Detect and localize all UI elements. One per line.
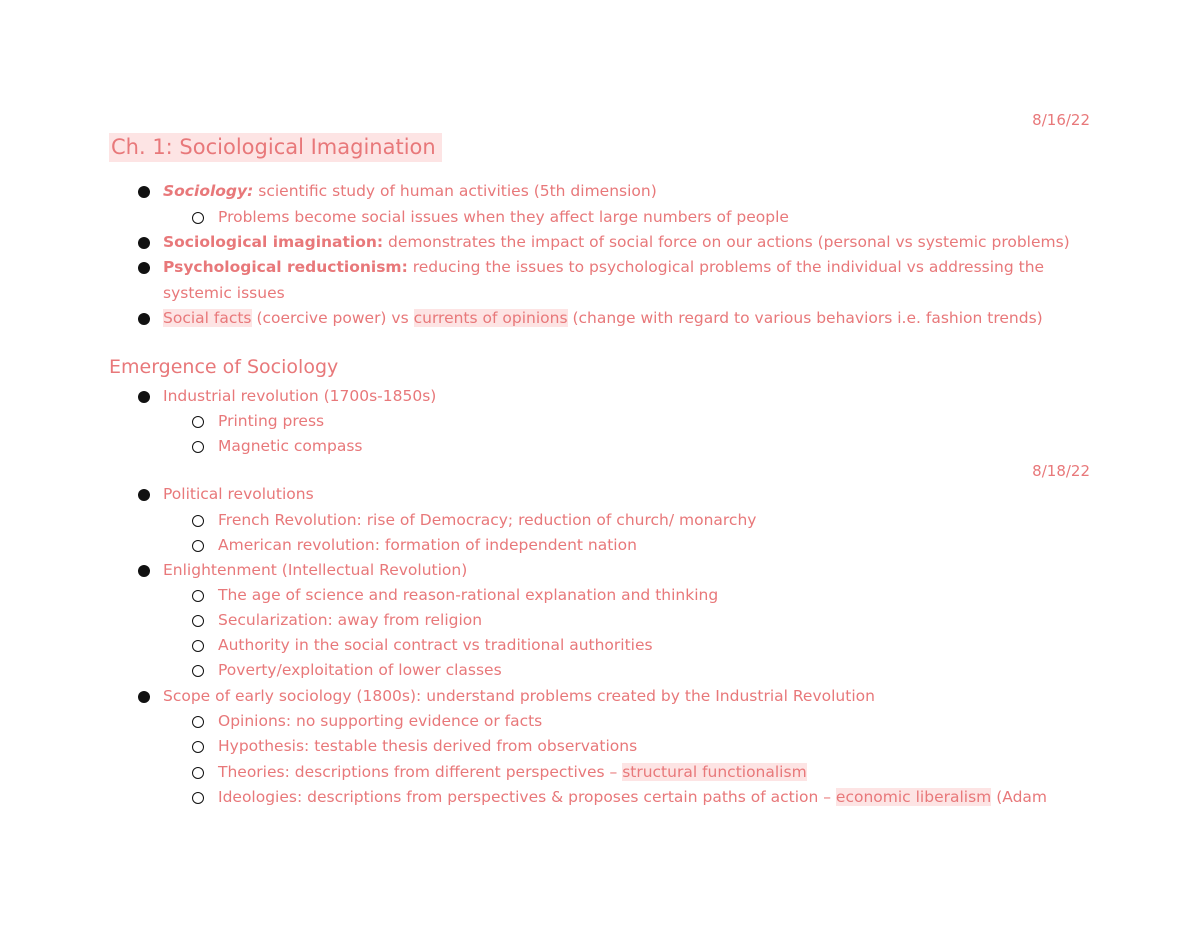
filled-bullet-icon xyxy=(138,313,150,325)
hollow-bullet-icon xyxy=(192,792,204,804)
list-item: Secularization: away from religion xyxy=(0,608,1090,633)
list-item: Poverty/exploitation of lower classes xyxy=(0,658,1090,683)
filled-bullet-icon xyxy=(138,489,150,501)
hollow-bullet-icon xyxy=(192,515,204,527)
list-item: Magnetic compass xyxy=(0,434,1090,459)
hollow-bullet-icon xyxy=(192,540,204,552)
list-item: Sociology: scientific study of human activities (5th dimension) xyxy=(0,179,1090,204)
chapter-title: Ch. 1: Sociological Imagination xyxy=(109,135,442,159)
hollow-bullet-icon xyxy=(192,590,204,602)
filled-bullet-icon xyxy=(138,262,150,274)
list-item: Psychological reductionism: reducing the issues to psychological problems of the individual vs addressing the xyxy=(0,255,1090,280)
date-stamp: 8/18/22 xyxy=(1032,462,1090,480)
list-item: American revolution: formation of independent nation xyxy=(0,533,1090,558)
section-title: Emergence of Sociology xyxy=(109,356,339,378)
hollow-bullet-icon xyxy=(192,716,204,728)
list-item: Sociological imagination: demonstrates the impact of social force on our actions (personal vs systemic problems) xyxy=(0,230,1090,255)
hollow-bullet-icon xyxy=(192,416,204,428)
hollow-bullet-icon xyxy=(192,615,204,627)
filled-bullet-icon xyxy=(138,186,150,198)
date-stamp: 8/16/22 xyxy=(1032,111,1090,129)
filled-bullet-icon xyxy=(138,237,150,249)
hollow-bullet-icon xyxy=(192,640,204,652)
hollow-bullet-icon xyxy=(192,665,204,677)
list-item: French Revolution: rise of Democracy; reduction of church/ monarchy xyxy=(0,508,1090,533)
list-item: Problems become social issues when they affect large numbers of people xyxy=(0,205,1090,230)
list-item: Theories: descriptions from different perspectives – structural functionalism xyxy=(0,760,1090,785)
list-item: Social facts (coercive power) vs currents of opinions (change with regard to various behaviors i.e. fashion trends) xyxy=(0,306,1090,331)
list-item: Ideologies: descriptions from perspectives & proposes certain paths of action – economic liberalism (Adam xyxy=(0,785,1090,810)
list-item: Hypothesis: testable thesis derived from observations xyxy=(0,734,1090,759)
hollow-bullet-icon xyxy=(192,741,204,753)
list-item: Enlightenment (Intellectual Revolution) xyxy=(0,558,1090,583)
list-item: Political revolutions xyxy=(0,482,1090,507)
list-item: Industrial revolution (1700s-1850s) xyxy=(0,384,1090,409)
hollow-bullet-icon xyxy=(192,767,204,779)
list-item: Authority in the social contract vs traditional authorities xyxy=(0,633,1090,658)
filled-bullet-icon xyxy=(138,565,150,577)
hollow-bullet-icon xyxy=(192,212,204,224)
list-item-continuation: systemic issues xyxy=(163,284,285,302)
list-item: Printing press xyxy=(0,409,1090,434)
hollow-bullet-icon xyxy=(192,441,204,453)
filled-bullet-icon xyxy=(138,391,150,403)
list-item: Scope of early sociology (1800s): understand problems created by the Industrial Revolution xyxy=(0,684,1090,709)
filled-bullet-icon xyxy=(138,691,150,703)
list-item: Opinions: no supporting evidence or facts xyxy=(0,709,1090,734)
list-item: The age of science and reason-rational explanation and thinking xyxy=(0,583,1090,608)
